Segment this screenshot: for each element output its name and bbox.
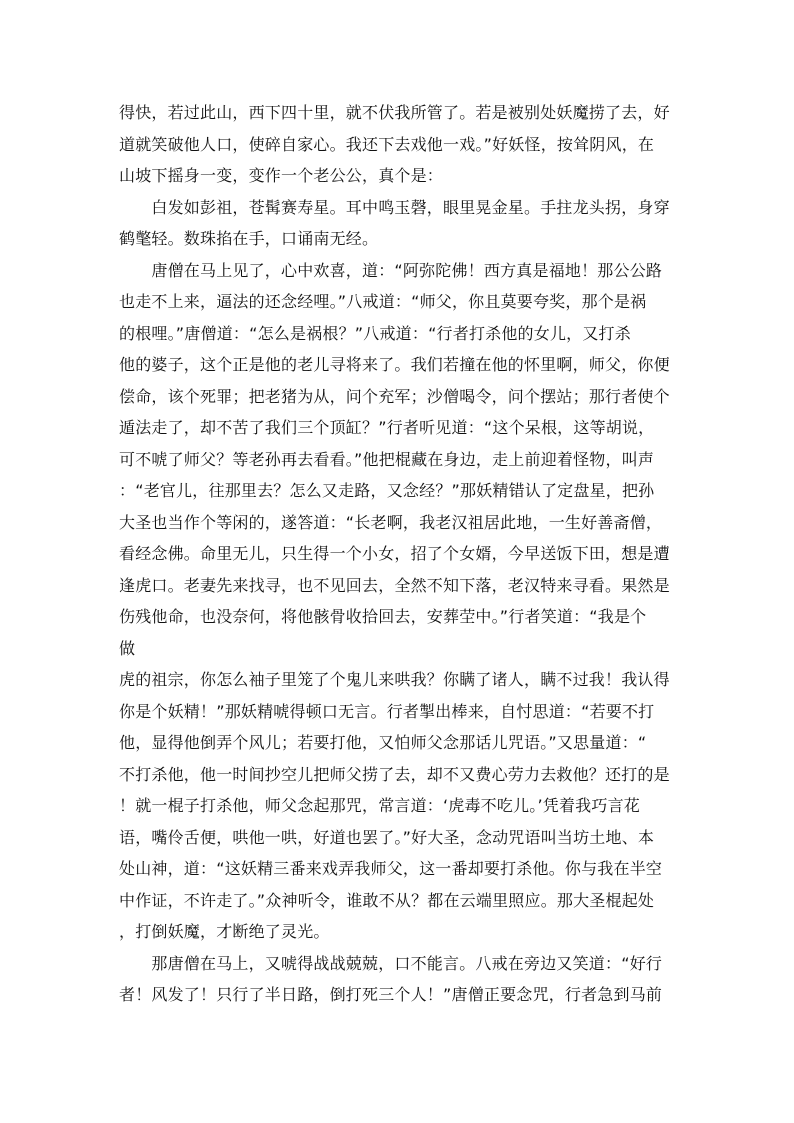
- text-line: 那唐僧在马上，又唬得战战兢兢，口不能言。八戒在旁边又笑道：“好行: [119, 954, 663, 973]
- text-line: 大圣也当作个等闲的，遂答道：“长老啊，我老汉祖居此地，一生好善斋僧，: [119, 513, 663, 532]
- text-line: 你是个妖精！”那妖精唬得顿口无言。行者掣出棒来，自忖思道：“若要不打: [119, 702, 655, 721]
- text-line: 唐僧在马上见了，心中欢喜，道：“阿弥陀佛！西方真是福地！那公公路: [119, 261, 663, 280]
- text-line: 不打杀他，他一时间抄空儿把师父捞了去，却不又费心劳力去救他？还打的是: [119, 765, 670, 784]
- text-line: 语，嘴伶舌便，哄他一哄，好道也罢了。”好大圣，念动咒语叫当坊土地、本: [119, 828, 655, 847]
- text-line: 逢虎口。老妻先来找寻，也不见回去，全然不知下落，老汉特来寻看。果然是: [119, 576, 670, 595]
- text-line: 做: [119, 639, 136, 658]
- text-line: ：“老官儿，往那里去？怎么又走路，又念经？”那妖精错认了定盘星，把孙: [119, 481, 655, 500]
- text-line: 偿命，该个死罪；把老猪为从，问个充军；沙僧喝令，问个摆站；那行者使个: [119, 387, 670, 406]
- text-line: 可不唬了师父？等老孙再去看看。”他把棍藏在身边，走上前迎着怪物，叫声: [119, 450, 655, 469]
- text-line: ！就一棍子打杀他，师父念起那咒，常言道：‘虎毒不吃儿。’凭着我巧言花: [119, 796, 640, 815]
- text-line: 中作证，不许走了。”众神听令，谁敢不从？都在云端里照应。那大圣棍起处: [119, 891, 655, 910]
- text-line: 虎的祖宗，你怎么袖子里笼了个鬼儿来哄我？你瞒了诸人，瞒不过我！我认得: [119, 670, 670, 689]
- text-line: 鹤氅轻。数珠掐在手，口诵南无经。: [119, 229, 379, 248]
- text-line: ，打倒妖魔，才断绝了灵光。: [119, 922, 330, 941]
- text-line: 也走不上来，逼法的还念经哩。”八戒道：“师父，你且莫要夸奖，那个是祸: [119, 292, 647, 311]
- text-line: 处山神，道：“这妖精三番来戏弄我师父，这一番却要打杀他。你与我在半空: [119, 859, 663, 878]
- text-line: 遁法走了，却不苦了我们三个顶缸？”行者听见道：“这个呆根，这等胡说，: [119, 418, 655, 437]
- text-line: 白发如彭祖，苍髯赛寿星。耳中鸣玉磬，眼里晃金星。手拄龙头拐，身穿: [119, 198, 670, 217]
- text-line: 山坡下摇身一变，变作一个老公公，真个是：: [119, 166, 444, 185]
- text-line: 得快，若过此山，西下四十里，就不伏我所管了。若是被别处妖魔捞了去，好: [119, 103, 670, 122]
- text-line: 者！风发了！只行了半日路，倒打死三个人！”唐僧正要念咒，行者急到马前: [119, 985, 663, 1004]
- text-line: 看经念佛。命里无儿，只生得一个小女，招了个女婿，今早送饭下田，想是遭: [119, 544, 670, 563]
- text-line: 道就笑破他人口，使碎自家心。我还下去戏他一戏。”好妖怪，按耸阴风，在: [119, 135, 655, 154]
- text-line: 他的婆子，这个正是他的老儿寻将来了。我们若撞在他的怀里啊，师父，你便: [119, 355, 670, 374]
- text-line: 的根哩。”唐僧道：“怎么是祸根？”八戒道：“行者打杀他的女儿，又打杀: [119, 324, 631, 343]
- text-line: 他，显得他倒弄个风儿；若要打他，又怕师父念那话儿咒语。”又思量道：“: [119, 733, 647, 752]
- text-line: 伤残他命，也没奈何，将他骸骨收拾回去，安葬茔中。”行者笑道：“我是个: [119, 607, 647, 626]
